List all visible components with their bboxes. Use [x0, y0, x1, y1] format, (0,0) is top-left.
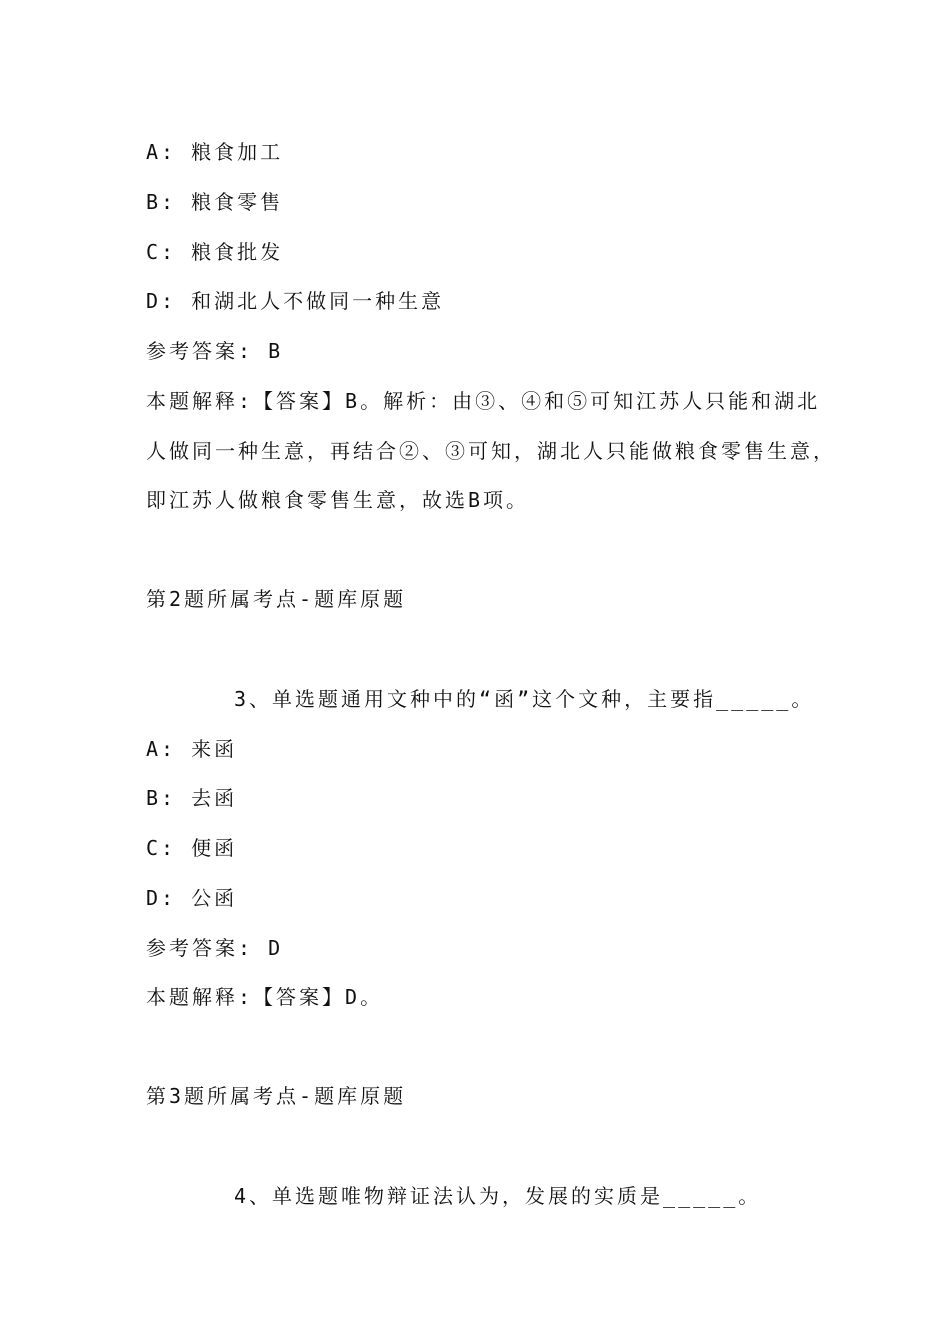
- q2-option-b: B: 粮食零售: [146, 190, 284, 214]
- q3-explanation: 本题解释:【答案】D。: [146, 985, 384, 1009]
- q2-option-d: D: 和湖北人不做同一种生意: [146, 289, 445, 313]
- q3-option-c: C: 便函: [146, 836, 238, 860]
- q4-title: 4、单选题唯物辩证法认为，发展的实质是_____。: [234, 1184, 762, 1208]
- q3-topic: 第3题所属考点-题库原题: [146, 1084, 407, 1108]
- q2-topic: 第2题所属考点-题库原题: [146, 587, 407, 611]
- q3-option-a: A: 来函: [146, 737, 238, 761]
- q3-option-b: B: 去函: [146, 786, 238, 810]
- q2-explanation-line-1: 本题解释:【答案】B。解析：由③、④和⑤可知江苏人只能和湖北: [146, 389, 821, 413]
- q2-option-a: A: 粮食加工: [146, 140, 284, 164]
- q2-option-c: C: 粮食批发: [146, 240, 284, 264]
- q3-option-d: D: 公函: [146, 886, 238, 910]
- q3-answer: 参考答案: D: [146, 936, 284, 960]
- q2-explanation-line-2: 人做同一种生意，再结合②、③可知，湖北人只能做粮食零售生意，: [146, 439, 836, 463]
- q3-title: 3、单选题通用文种中的“函”这个文种，主要指_____。: [234, 687, 815, 711]
- q2-answer: 参考答案: B: [146, 339, 284, 363]
- q2-explanation-line-3: 即江苏人做粮食零售生意，故选B项。: [146, 488, 530, 512]
